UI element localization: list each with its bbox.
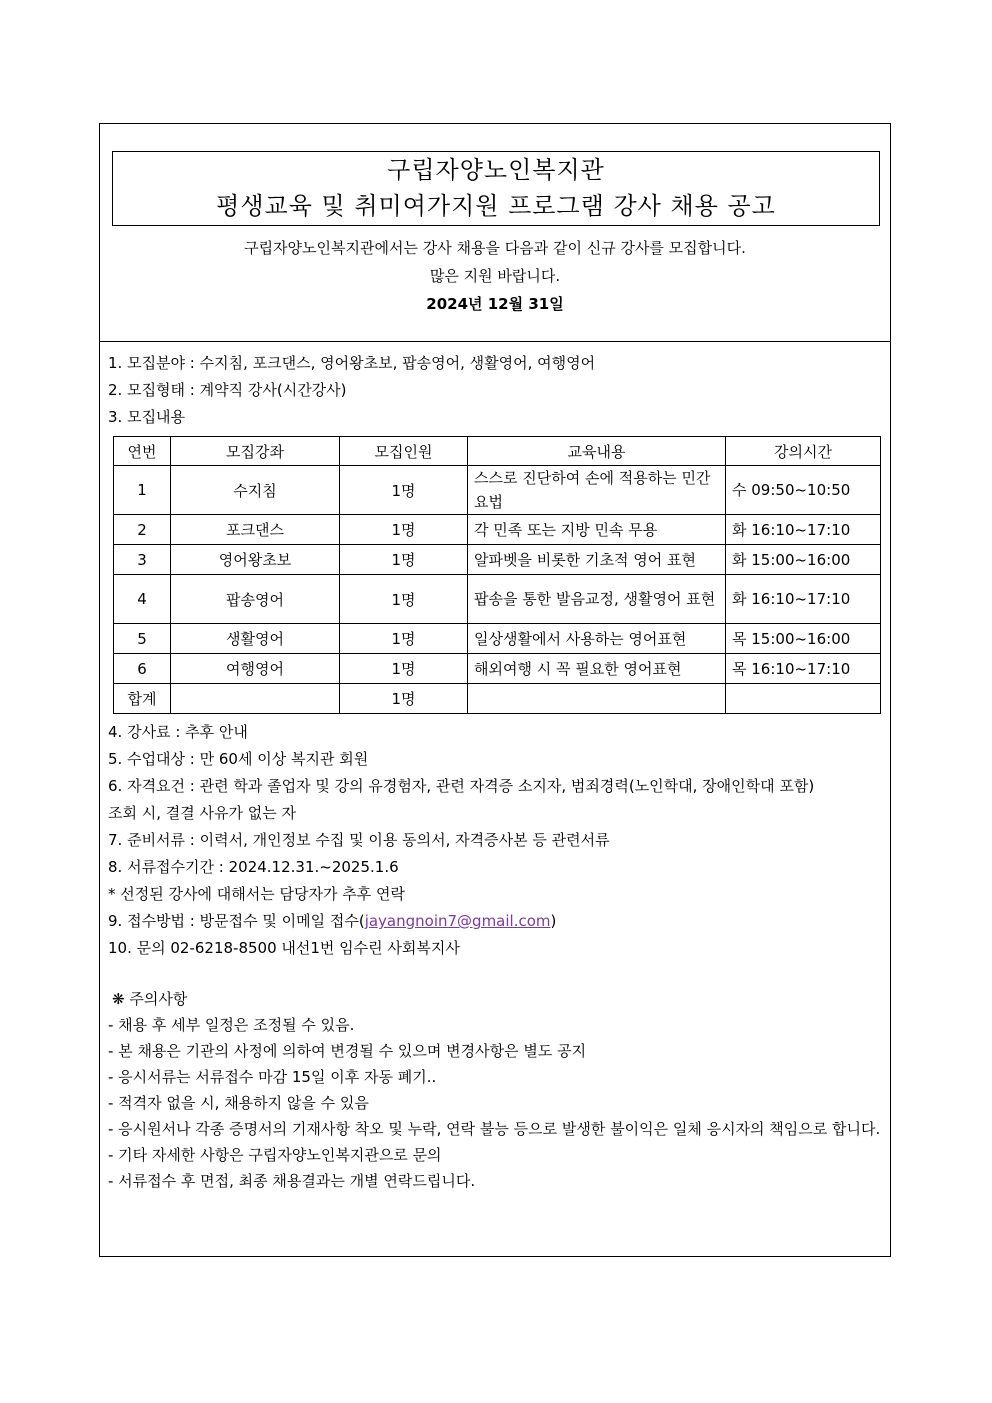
item-period-note: * 선정된 강사에 대해서는 담당자가 추후 연락 [108, 885, 405, 903]
item-recruit-field: 1. 모집분야 : 수지침, 포크댄스, 영어왕초보, 팝송영어, 생활영어, 여행영어 [108, 354, 596, 372]
item-target: 5. 수업대상 : 만 60세 이상 복지관 회원 [108, 750, 369, 768]
note-item: - 채용 후 세부 일정은 조정될 수 있음. [108, 1016, 355, 1034]
table-row [114, 545, 881, 575]
item-qualification-cont: 조회 시, 결결 사유가 없는 자 [108, 804, 296, 822]
cell-time: 목 15:00~16:00 [726, 624, 881, 654]
cell-no: 2 [114, 515, 171, 545]
cell-content: 스스로 진단하여 손에 적용하는 민간요법 [468, 466, 726, 515]
header-count: 모집인원 [340, 437, 468, 466]
note-item: - 응시서류는 서류접수 마감 15일 이후 자동 폐기.. [108, 1068, 437, 1086]
item-period: 8. 서류접수기간 : 2024.12.31.~2025.1.6 [108, 858, 399, 876]
cell-no: 6 [114, 654, 171, 684]
cell-count: 1명 [340, 575, 468, 624]
table-header-row [114, 437, 881, 466]
cell-count: 1명 [340, 624, 468, 654]
intro-line-1: 구립자양노인복지관에서는 강사 채용을 다음과 같이 신규 강사를 모집합니다. [244, 239, 746, 257]
table-row [114, 654, 881, 684]
item-fee: 4. 강사료 : 추후 안내 [108, 723, 248, 741]
cell-total-course [171, 684, 340, 714]
title-main: 평생교육 및 취미여가지원 프로그램 강사 채용 공고 [216, 192, 776, 220]
email-link[interactable]: jayangnoin7@gmail.com [364, 912, 551, 930]
cell-content: 팝송을 통한 발음교정, 생활영어 표현 [468, 575, 726, 624]
cell-count: 1명 [340, 466, 468, 515]
cell-no: 3 [114, 545, 171, 575]
item-recruit-type: 2. 모집형태 : 계약직 강사(시간강사) [108, 381, 347, 399]
cell-course: 여행영어 [171, 654, 340, 684]
notice-header [100, 124, 890, 342]
cell-count: 1명 [340, 515, 468, 545]
notice-date: 2024년 12월 31일 [426, 295, 564, 313]
table-row [114, 575, 881, 624]
header-content: 교육내용 [468, 437, 726, 466]
notice-frame [99, 123, 891, 1257]
cell-count: 1명 [340, 654, 468, 684]
cell-no: 5 [114, 624, 171, 654]
cell-time: 수 09:50~10:50 [726, 466, 881, 515]
table-total-row [114, 684, 881, 714]
method-text: 9. 접수방법 : 방문접수 및 이메일 접수( [108, 912, 365, 930]
intro-line-2: 많은 지원 바랍니다. [429, 267, 561, 285]
note-item: - 기타 자세한 사항은 구립자양노인복지관으로 문의 [108, 1146, 442, 1164]
cell-no: 4 [114, 575, 171, 624]
cell-total-count: 1명 [340, 684, 468, 714]
note-item: - 본 채용은 기관의 사정에 의하여 변경될 수 있으며 변경사항은 별도 공지 [108, 1042, 587, 1060]
header-time: 강의시간 [726, 437, 881, 466]
note-item: - 응시원서나 각종 증명서의 기재사항 착오 및 누락, 연락 불능 등으로 발생한 불이익은 일체 응시자의 책임으로 합니다. [108, 1120, 881, 1138]
note-item: - 서류접수 후 면접, 최종 채용결과는 개별 연락드립니다. [108, 1172, 476, 1190]
table-row [114, 466, 881, 515]
title-organization: 구립자양노인복지관 [387, 156, 605, 184]
cell-content: 일상생활에서 사용하는 영어표현 [468, 624, 726, 654]
cell-time: 목 16:10~17:10 [726, 654, 881, 684]
cell-no: 1 [114, 466, 171, 515]
item-contact: 10. 문의 02-6218-8500 내선1번 임수린 사회복지사 [108, 939, 460, 957]
cell-course: 생활영어 [171, 624, 340, 654]
intro [100, 234, 890, 318]
method-close: ) [550, 912, 557, 930]
item-documents: 7. 준비서류 : 이력서, 개인정보 수집 및 이용 동의서, 자격증사본 등 관련서류 [108, 831, 610, 849]
item-recruit-content: 3. 모집내용 [108, 408, 186, 426]
cell-time: 화 15:00~16:00 [726, 545, 881, 575]
cell-course: 수지침 [171, 466, 340, 515]
cell-content: 각 민족 또는 지방 민속 무용 [468, 515, 726, 545]
item-method [108, 908, 886, 935]
cell-total-label: 합계 [114, 684, 171, 714]
title-box [112, 151, 880, 226]
cell-time: 화 16:10~17:10 [726, 575, 881, 624]
header-course: 모집강좌 [171, 437, 340, 466]
cell-content: 알파벳을 비롯한 기초적 영어 표현 [468, 545, 726, 575]
notes-heading: ❋ 주의사항 [112, 990, 188, 1008]
recruit-table [113, 436, 881, 714]
notice-body [108, 350, 886, 1194]
item-qualification: 6. 자격요건 : 관련 학과 졸업자 및 강의 유경험자, 관련 자격증 소지자, 범죄경력(노인학대, 장애인학대 포함) [108, 777, 815, 795]
table-row [114, 515, 881, 545]
cell-course: 팝송영어 [171, 575, 340, 624]
cell-count: 1명 [340, 545, 468, 575]
note-item: - 적격자 없을 시, 채용하지 않을 수 있음 [108, 1094, 369, 1112]
cell-course: 포크댄스 [171, 515, 340, 545]
header-no: 연번 [114, 437, 171, 466]
spacer [108, 962, 886, 986]
cell-time: 화 16:10~17:10 [726, 515, 881, 545]
cell-total-content [468, 684, 726, 714]
cell-course: 영어왕초보 [171, 545, 340, 575]
table-row [114, 624, 881, 654]
cell-total-time [726, 684, 881, 714]
cell-content: 해외여행 시 꼭 필요한 영어표현 [468, 654, 726, 684]
